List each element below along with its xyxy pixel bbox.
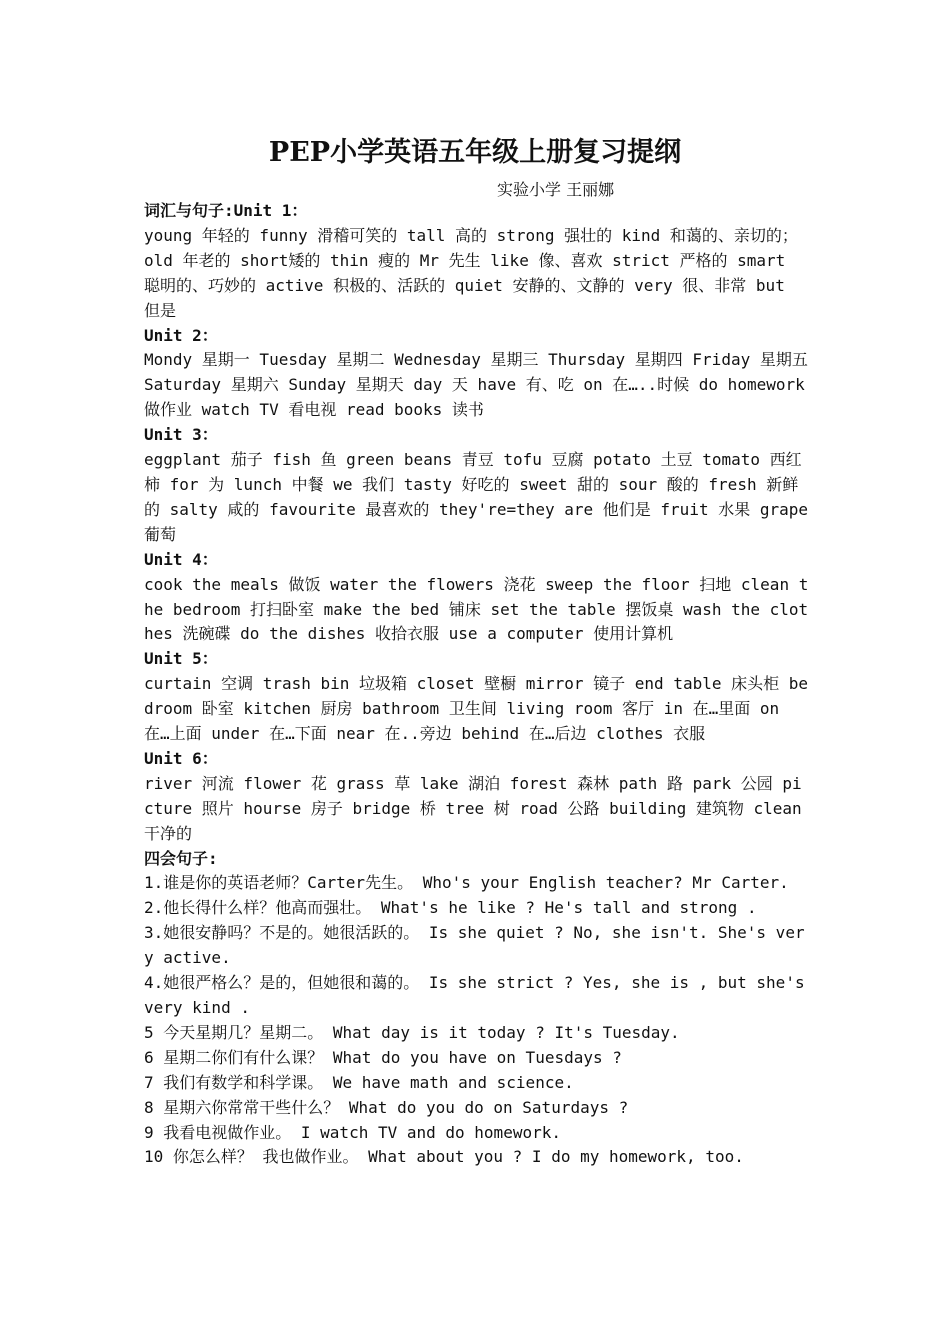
- section-body-unit-5: curtain 空调 trash bin 垃圾箱 closet 壁橱 mirror 镜子 end table 床头柜 bedroom 卧室 kitchen 厨房 bathroom 卫生间 living room 客厅 in 在…里面 on 在…上面 under 在…下面 near 在..旁边 behind 在…后边 clothes 衣服: [144, 674, 809, 744]
- document-author: 实验小学 王丽娜: [497, 180, 615, 199]
- section-body-unit-6: river 河流 flower 花 grass 草 lake 湖泊 forest 森林 path 路 park 公园 picture 照片 hourse 房子 bridge 桥 tree 树 road 公路 building 建筑物 clean 干净的: [144, 773, 802, 843]
- sentence-item: 5 今天星期几？星期二。 What day is it today ? It's Tuesday.: [144, 1022, 680, 1042]
- section-heading-unit-4: Unit 4：: [144, 549, 218, 569]
- section-heading-unit-5: Unit 5：: [144, 649, 218, 669]
- section-heading-unit-1: 词汇与句子:Unit 1：: [144, 201, 308, 220]
- section-heading-unit-3: Unit 3：: [144, 425, 218, 445]
- sentences-heading: 四会句子:: [144, 848, 218, 868]
- section-body-unit-1: young 年轻的 funny 滑稽可笑的 tall 高的 strong 强壮的 kind 和蔼的、亲切的； old 年老的 short矮的 thin 瘦的 Mr 先生 like 像、喜欢 strict 严格的 smart 聪明的、巧妙的 active 积极的、活跃的 quiet 安静的、文静的 very 很、非常 but 但是: [144, 225, 798, 320]
- sentence-item: 1.谁是你的英语老师？Carter先生。 Who's your English teacher? Mr Carter.: [144, 873, 789, 893]
- section-body-unit-3: eggplant 茄子 fish 鱼 green beans 青豆 tofu 豆腐 potato 土豆 tomato 西红柿 for 为 lunch 中餐 we 我们 tasty 好吃的 sweet 甜的 sour 酸的 fresh 新鲜的 salty 咸的 favourite 最喜欢的 they're=they are 他们是 fruit 水果 grape葡萄: [144, 450, 809, 544]
- sentence-item: 3.她很安静吗？不是的。她很活跃的。 Is she quiet ? No, she isn't. She's very active.: [144, 923, 805, 968]
- sentence-item: 7 我们有数学和科学课。 We have math and science.: [144, 1072, 574, 1092]
- sentence-item: 9 我看电视做作业。 I watch TV and do homework.: [144, 1122, 561, 1142]
- section-heading-unit-2: Unit 2：: [144, 325, 218, 345]
- sentence-item: 10 你怎么样？ 我也做作业。 What about you ? I do my homework, too.: [144, 1147, 744, 1167]
- section-heading-unit-6: Unit 6：: [144, 748, 218, 768]
- section-body-unit-4: cook the meals 做饭 water the flowers 浇花 sweep the floor 扫地 clean the bedroom 打扫卧室 make the bed 铺床 set the table 摆饭桌 wash the clothes 洗碗碟 do the dishes 收拾衣服 use a computer 使用计算机: [144, 574, 809, 644]
- sentence-item: 4.她很严格么？是的，但她很和蔼的。 Is she strict ? Yes, she is , but she's very kind .: [144, 973, 805, 1017]
- section-body-unit-2: Mondy 星期一 Tuesday 星期二 Wednesday 星期三 Thursday 星期四 Friday 星期五 Saturday 星期六 Sunday 星期天 day 天 have 有、吃 on 在…..时候 do homework 做作业 watch TV 看电视 read books 读书: [144, 350, 808, 420]
- sentence-item: 2.他长得什么样？他高而强壮。 What's he like ? He's tall and strong .: [144, 898, 757, 918]
- sentence-item: 8 星期六你常常干些什么？ What do you do on Saturdays ?: [144, 1097, 629, 1117]
- document-title: PEP小学英语五年级上册复习提纲: [268, 137, 682, 168]
- sentence-item: 6 星期二你们有什么课？ What do you have on Tuesdays ?: [144, 1047, 622, 1067]
- document-body: [144, 199, 810, 1170]
